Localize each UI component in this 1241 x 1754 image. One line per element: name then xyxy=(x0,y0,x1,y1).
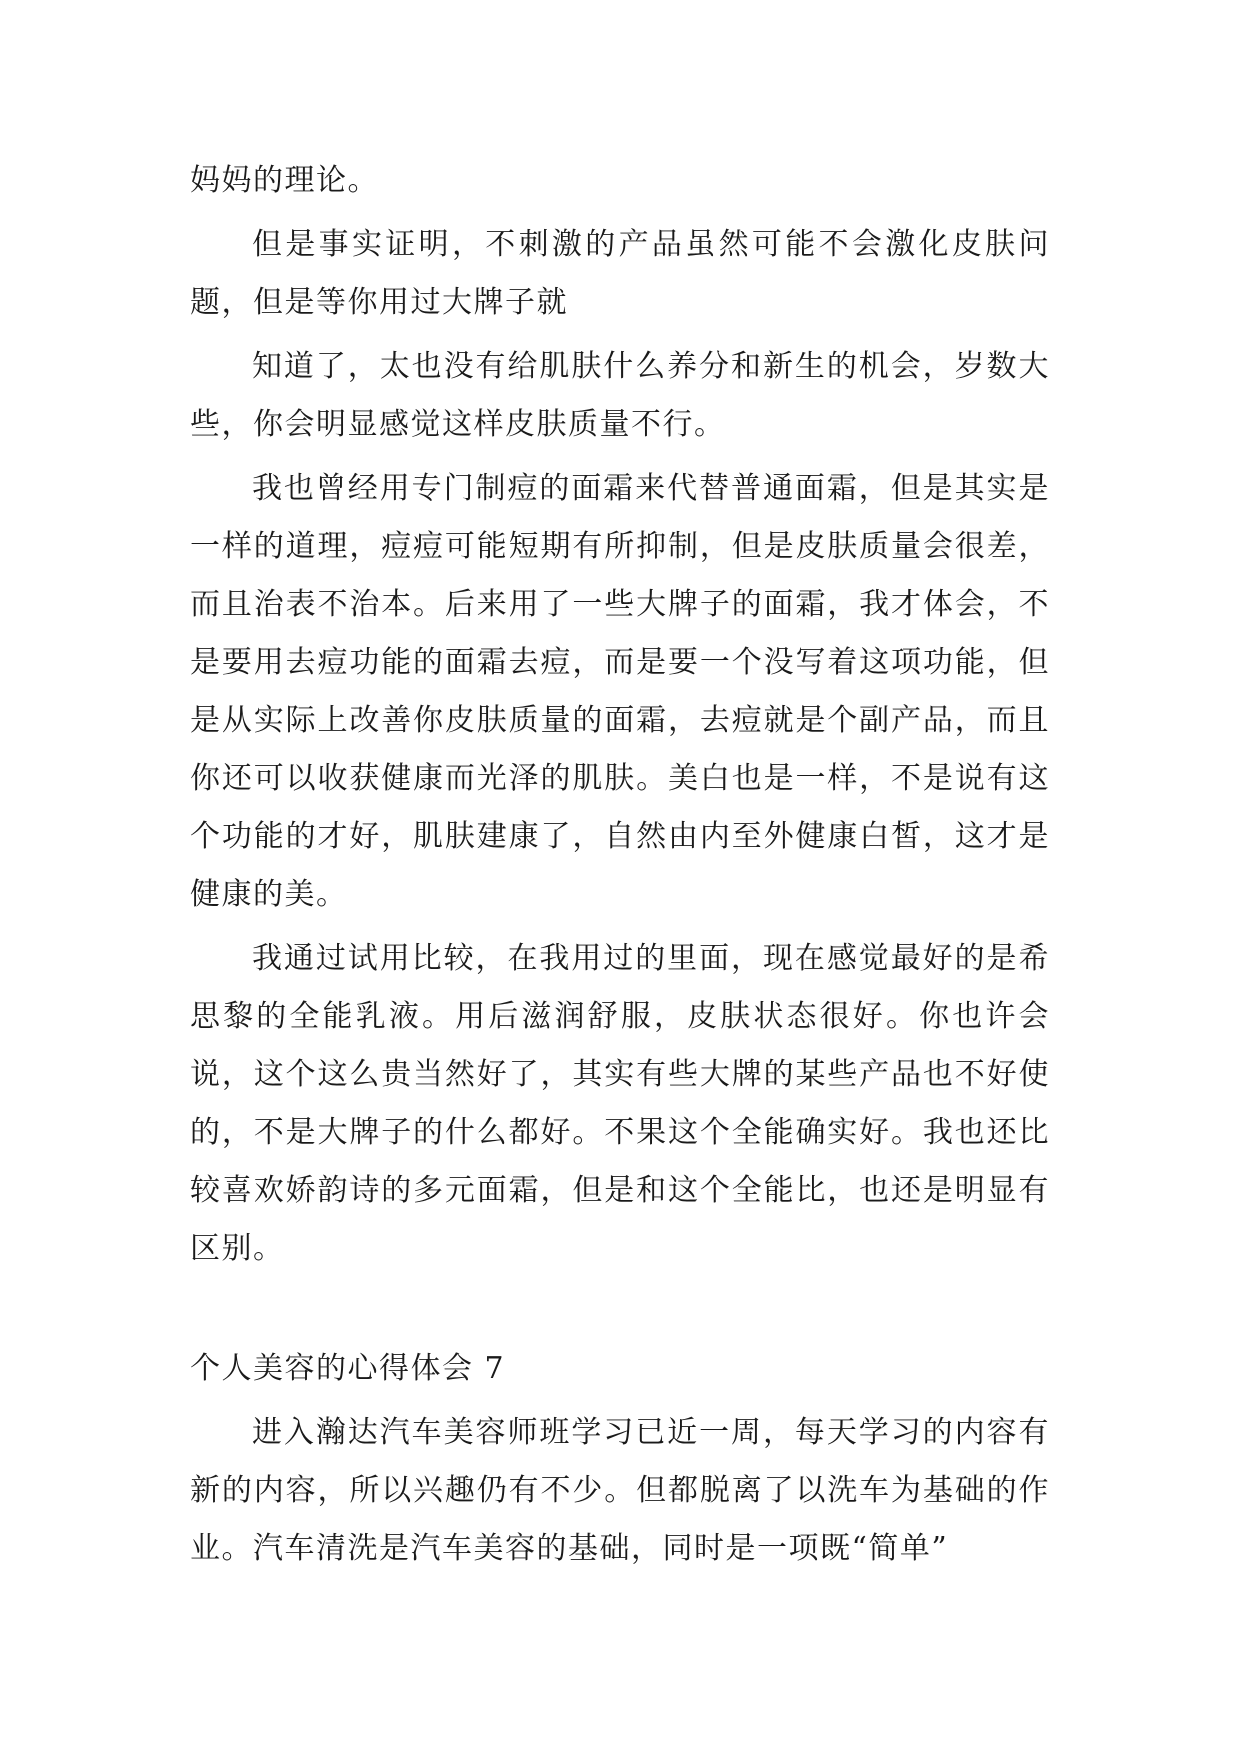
paragraph: 知道了，太也没有给肌肤什么养分和新生的机会，岁数大些，你会明显感觉这样皮肤质量不行。 xyxy=(190,349,1050,442)
paragraph-continuation: 妈妈的理论。 xyxy=(190,163,379,198)
document-body xyxy=(190,152,1050,1584)
paragraph: 我也曾经用专门制痘的面霜来代替普通面霜，但是其实是一样的道理，痘痘可能短期有所抑制，但是皮肤质量会很差，而且治表不治本。后来用了一些大牌子的面霜，我才体会，不是要用去痘功能的面霜去痘，而是要一个没写着这项功能，但是从实际上改善你皮肤质量的面霜，去痘就是个副产品，而且你还可以收获健康而光泽的肌肤。美白也是一样，不是说有这个功能的才好，肌肤建康了，自然由内至外健康白皙，这才是健康的美。 xyxy=(190,471,1050,912)
paragraph: 进入瀚达汽车美容师班学习已近一周，每天学习的内容有新的内容，所以兴趣仍有不少。但都脱离了以洗车为基础的作业。汽车清洗是汽车美容的基础，同时是一项既“简单” xyxy=(190,1415,1050,1566)
section-heading: 个人美容的心得体会 7 xyxy=(190,1351,506,1386)
paragraph: 我通过试用比较，在我用过的里面，现在感觉最好的是希思黎的全能乳液。用后滋润舒服，皮肤状态很好。你也许会说，这个这么贵当然好了，其实有些大牌的某些产品也不好使的，不是大牌子的什么都好。不果这个全能确实好。我也还比较喜欢娇韵诗的多元面霜，但是和这个全能比，也还是明显有区别。 xyxy=(190,941,1050,1266)
paragraph: 但是事实证明，不刺激的产品虽然可能不会激化皮肤问题，但是等你用过大牌子就 xyxy=(190,227,1050,320)
